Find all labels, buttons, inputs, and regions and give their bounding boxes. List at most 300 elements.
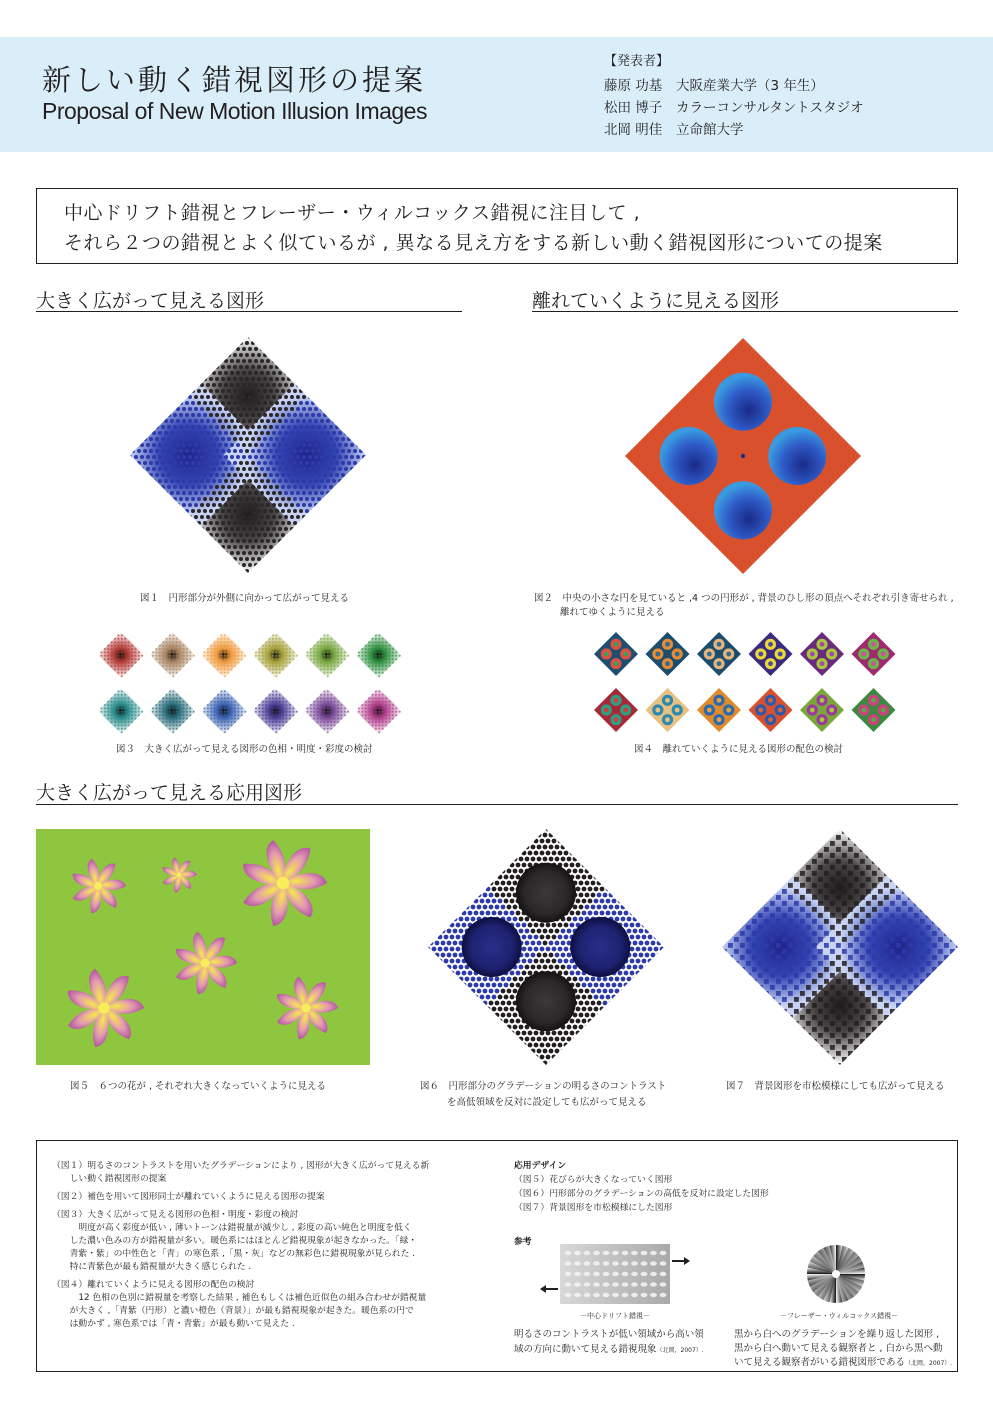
note-line: 特に青紫色が最も錯視量が大きく感じられた . — [52, 1262, 252, 1272]
pattern-dot — [251, 377, 255, 381]
pattern-dot — [362, 371, 366, 375]
pattern-dot — [131, 485, 135, 489]
pattern-dot — [245, 557, 249, 561]
pattern-dot — [146, 335, 150, 339]
pattern-dot — [248, 431, 252, 435]
pattern-dot — [179, 365, 183, 369]
pattern-dot — [356, 383, 360, 387]
pattern-dot — [164, 503, 168, 507]
pattern-dot — [167, 509, 171, 513]
pattern-dot — [359, 485, 363, 489]
pattern-dot — [221, 377, 225, 381]
pattern-dot — [227, 533, 231, 537]
pattern-dot — [320, 563, 324, 567]
pattern-dot — [152, 563, 156, 567]
pattern-dot — [341, 485, 345, 489]
pattern-dot — [260, 479, 264, 483]
pattern-dot — [296, 551, 300, 555]
pattern-dot — [176, 491, 180, 495]
pattern-dot — [140, 383, 144, 387]
pattern-dot — [317, 473, 321, 477]
pattern-dot — [152, 515, 156, 519]
pattern-dot — [260, 383, 264, 387]
pattern-dot — [281, 413, 285, 417]
pattern-dot — [326, 395, 330, 399]
pattern-dot — [191, 401, 195, 405]
pattern-dot — [338, 359, 342, 363]
pattern-dot — [278, 467, 282, 471]
pattern-dot — [293, 557, 297, 561]
pattern-dot — [206, 515, 210, 519]
pattern-dot — [152, 335, 156, 339]
pattern-dot — [350, 491, 354, 495]
pattern-dot — [329, 485, 333, 489]
pattern-dot — [278, 383, 282, 387]
pattern-dot — [212, 383, 216, 387]
pattern-dot — [161, 545, 165, 549]
pattern-dot — [206, 347, 210, 351]
pattern-dot — [254, 515, 258, 519]
pattern-dot — [173, 557, 177, 561]
pattern-dot — [248, 395, 252, 399]
pattern-dot — [167, 449, 171, 453]
pattern-dot — [263, 473, 267, 477]
pattern-dot — [302, 419, 306, 423]
applied-note-1: （図５）花びらが大きくなっていく図形 — [514, 1175, 673, 1185]
pattern-dot — [260, 347, 264, 351]
pattern-dot — [179, 473, 183, 477]
pattern-dot — [335, 353, 339, 357]
figure-4-color-study — [592, 630, 896, 740]
pattern-dot — [275, 353, 279, 357]
pattern-dot — [320, 395, 324, 399]
pattern-dot — [137, 533, 141, 537]
pattern-dot — [359, 509, 363, 513]
pattern-dot — [326, 335, 330, 339]
note-line: （図４）離れていくように見える図形の配色の検討 — [52, 1280, 255, 1290]
pattern-dot — [266, 539, 270, 543]
pattern-dot — [251, 353, 255, 357]
pattern-dot — [203, 413, 207, 417]
pattern-dot — [299, 449, 303, 453]
pattern-dot — [179, 449, 183, 453]
pattern-dot — [215, 521, 219, 525]
pattern-dot — [293, 509, 297, 513]
pattern-dot — [341, 341, 345, 345]
pattern-dot — [284, 335, 288, 339]
pattern-dot — [362, 503, 366, 507]
pattern-dot — [206, 443, 210, 447]
pattern-dot — [200, 335, 204, 339]
pattern-dot — [353, 473, 357, 477]
pattern-dot — [332, 455, 336, 459]
pattern-dot — [317, 437, 321, 441]
pattern-dot — [173, 461, 177, 465]
pattern-dot — [137, 353, 141, 357]
pattern-dot — [299, 461, 303, 465]
pattern-dot — [305, 353, 309, 357]
pattern-dot — [278, 431, 282, 435]
pattern-dot — [272, 515, 276, 519]
pattern-dot — [353, 425, 357, 429]
color-swatch-diamond — [253, 688, 299, 734]
pattern-dot — [167, 389, 171, 393]
pattern-dot — [326, 491, 330, 495]
pattern-dot — [146, 407, 150, 411]
pattern-dot — [302, 431, 306, 435]
pattern-dot — [290, 491, 294, 495]
pattern-dot — [239, 485, 243, 489]
pattern-dot — [275, 377, 279, 381]
pattern-dot — [326, 551, 330, 555]
pattern-dot — [230, 527, 234, 531]
pattern-dot — [140, 371, 144, 375]
pattern-dot — [260, 527, 264, 531]
pattern-dot — [194, 431, 198, 435]
pattern-dot — [203, 569, 207, 573]
pattern-dot — [221, 545, 225, 549]
pattern-dot — [350, 479, 354, 483]
pattern-dot — [185, 389, 189, 393]
pattern-dot — [197, 569, 201, 573]
pattern-dot — [206, 563, 210, 567]
pattern-dot — [338, 467, 342, 471]
pattern-dot — [137, 485, 141, 489]
pattern-dot — [281, 401, 285, 405]
pattern-dot — [245, 473, 249, 477]
pattern-dot — [155, 365, 159, 369]
pattern-dot — [311, 473, 315, 477]
pattern-dot — [212, 467, 216, 471]
pattern-dot — [227, 401, 231, 405]
pattern-dot — [230, 419, 234, 423]
pattern-dot — [332, 443, 336, 447]
pattern-dot — [269, 341, 273, 345]
caption-fig2-line1: 図２ 中央の小さな円を見ていると ,4 つの円形が , 背景のひし形の頂点へそれぞれ引き寄せられ , — [534, 593, 954, 604]
pattern-dot — [161, 521, 165, 525]
pattern-dot — [305, 545, 309, 549]
pattern-dot — [191, 569, 195, 573]
pattern-dot — [236, 527, 240, 531]
pattern-dot — [212, 335, 216, 339]
pattern-dot — [218, 395, 222, 399]
pattern-dot — [254, 467, 258, 471]
pattern-dot — [266, 383, 270, 387]
pattern-dot — [212, 515, 216, 519]
pattern-dot — [224, 395, 228, 399]
note-line: しい動く錯視図形の提案 — [52, 1174, 167, 1184]
pattern-dot — [284, 551, 288, 555]
pattern-dot — [191, 509, 195, 513]
pattern-dot — [299, 533, 303, 537]
pattern-dot — [176, 431, 180, 435]
pattern-dot — [296, 359, 300, 363]
pattern-dot — [239, 413, 243, 417]
pattern-dot — [257, 365, 261, 369]
pattern-dot — [263, 365, 267, 369]
pattern-dot — [296, 431, 300, 435]
pattern-dot — [347, 353, 351, 357]
pattern-dot — [233, 341, 237, 345]
pattern-dot — [248, 563, 252, 567]
pattern-dot — [161, 437, 165, 441]
pattern-dot — [209, 401, 213, 405]
pattern-dot — [293, 521, 297, 525]
pattern-dot — [251, 449, 255, 453]
pattern-dot — [329, 557, 333, 561]
pattern-dot — [317, 449, 321, 453]
pattern-dot — [143, 425, 147, 429]
pattern-dot — [344, 395, 348, 399]
pattern-dot — [242, 431, 246, 435]
pattern-dot — [308, 347, 312, 351]
pattern-dot — [197, 485, 201, 489]
pattern-dot — [254, 347, 258, 351]
pattern-dot — [350, 503, 354, 507]
pattern-dot — [143, 533, 147, 537]
pattern-dot — [140, 539, 144, 543]
pattern-dot — [239, 497, 243, 501]
pattern-dot — [326, 539, 330, 543]
pattern-dot — [245, 485, 249, 489]
pattern-dot — [332, 359, 336, 363]
pattern-dot — [227, 449, 231, 453]
pattern-dot — [194, 503, 198, 507]
pattern-dot — [254, 407, 258, 411]
section-rule — [36, 804, 958, 805]
pattern-dot — [128, 371, 132, 375]
pattern-dot — [341, 401, 345, 405]
pattern-dot — [287, 497, 291, 501]
pattern-dot — [185, 353, 189, 357]
pattern-dot — [203, 545, 207, 549]
pattern-dot — [200, 455, 204, 459]
pattern-dot — [326, 407, 330, 411]
pattern-dot — [260, 371, 264, 375]
pattern-dot — [302, 335, 306, 339]
pattern-dot — [209, 521, 213, 525]
pattern-dot — [173, 401, 177, 405]
pattern-dot — [287, 437, 291, 441]
pattern-dot — [218, 455, 222, 459]
pattern-dot — [281, 521, 285, 525]
center-fixation-dot — [741, 454, 745, 458]
pattern-dot — [242, 371, 246, 375]
pattern-dot — [317, 509, 321, 513]
pattern-dot — [251, 521, 255, 525]
pattern-dot — [152, 455, 156, 459]
pattern-dot — [227, 413, 231, 417]
pattern-dot — [221, 533, 225, 537]
ref2-label: －フレーザー・ウィルコックス錯視－ — [780, 1312, 899, 1320]
pattern-dot — [335, 569, 339, 573]
pattern-dot — [302, 467, 306, 471]
pattern-dot — [191, 485, 195, 489]
pattern-dot — [140, 551, 144, 555]
pattern-dot — [194, 359, 198, 363]
pattern-dot — [164, 479, 168, 483]
pattern-dot — [239, 569, 243, 573]
pattern-dot — [176, 371, 180, 375]
pattern-dot — [335, 485, 339, 489]
pattern-dot — [185, 545, 189, 549]
pattern-dot — [275, 413, 279, 417]
pattern-dot — [230, 515, 234, 519]
pattern-dot — [218, 527, 222, 531]
pattern-dot — [344, 371, 348, 375]
pattern-dot — [350, 563, 354, 567]
pattern-dot — [260, 419, 264, 423]
pattern-dot — [341, 365, 345, 369]
pattern-dot — [302, 347, 306, 351]
pattern-dot — [317, 389, 321, 393]
pattern-dot — [158, 503, 162, 507]
pattern-dot — [245, 461, 249, 465]
pattern-dot — [224, 515, 228, 519]
pattern-dot — [182, 407, 186, 411]
pattern-dot — [209, 449, 213, 453]
pattern-dot — [260, 455, 264, 459]
pattern-dot — [341, 569, 345, 573]
pattern-dot — [134, 455, 138, 459]
pattern-dot — [263, 413, 267, 417]
pattern-dot — [227, 485, 231, 489]
pattern-dot — [338, 395, 342, 399]
pattern-dot — [296, 515, 300, 519]
pattern-dot — [329, 425, 333, 429]
pattern-dot — [299, 377, 303, 381]
pattern-dot — [344, 491, 348, 495]
pattern-dot — [257, 425, 261, 429]
pattern-dot — [173, 509, 177, 513]
pattern-dot — [170, 335, 174, 339]
pattern-dot — [311, 449, 315, 453]
pattern-dot — [323, 341, 327, 345]
pattern-dot — [221, 401, 225, 405]
pattern-dot — [158, 527, 162, 531]
pattern-dot — [143, 341, 147, 345]
pattern-dot — [200, 347, 204, 351]
pattern-dot — [308, 479, 312, 483]
pattern-dot — [185, 377, 189, 381]
pattern-dot — [185, 341, 189, 345]
pattern-dot — [182, 467, 186, 471]
pattern-dot — [218, 371, 222, 375]
pattern-dot — [194, 491, 198, 495]
pattern-dot — [206, 539, 210, 543]
pattern-dot — [218, 467, 222, 471]
pattern-dot — [167, 437, 171, 441]
pattern-dot — [311, 545, 315, 549]
pattern-dot — [128, 383, 132, 387]
pattern-dot — [344, 503, 348, 507]
pattern-dot — [182, 443, 186, 447]
pattern-dot — [260, 503, 264, 507]
pattern-dot — [347, 377, 351, 381]
pattern-dot — [290, 335, 294, 339]
pattern-dot — [149, 473, 153, 477]
pattern-dot — [140, 335, 144, 339]
pattern-dot — [128, 479, 132, 483]
pattern-dot — [305, 377, 309, 381]
pattern-dot — [140, 419, 144, 423]
pattern-dot — [224, 479, 228, 483]
pattern-dot — [311, 461, 315, 465]
pattern-dot — [305, 341, 309, 345]
gradient-disc — [516, 971, 576, 1031]
pattern-dot — [182, 371, 186, 375]
pattern-dot — [356, 395, 360, 399]
pattern-dot — [296, 455, 300, 459]
pattern-dot — [344, 443, 348, 447]
pattern-dot — [191, 545, 195, 549]
pattern-dot — [269, 497, 273, 501]
pattern-dot — [269, 449, 273, 453]
pattern-dot — [230, 335, 234, 339]
pattern-dot — [188, 419, 192, 423]
pattern-dot — [230, 503, 234, 507]
pattern-dot — [185, 569, 189, 573]
pattern-dot — [272, 395, 276, 399]
pattern-dot — [191, 473, 195, 477]
pattern-dot — [254, 335, 258, 339]
pattern-dot — [239, 473, 243, 477]
pattern-dot — [158, 359, 162, 363]
pattern-dot — [233, 569, 237, 573]
pattern-dot — [332, 563, 336, 567]
pattern-dot — [236, 551, 240, 555]
pattern-dot — [251, 569, 255, 573]
pattern-dot — [188, 563, 192, 567]
pattern-dot — [131, 509, 135, 513]
pattern-dot — [176, 467, 180, 471]
caption-fig4: 図４ 離れていくように見える図形の配色の検討 — [634, 744, 844, 755]
pattern-dot — [203, 341, 207, 345]
pattern-dot — [302, 383, 306, 387]
pattern-dot — [152, 503, 156, 507]
pattern-dot — [218, 335, 222, 339]
pattern-dot — [167, 521, 171, 525]
pattern-dot — [227, 353, 231, 357]
pattern-dot — [278, 443, 282, 447]
pattern-dot — [266, 443, 270, 447]
pattern-dot — [308, 335, 312, 339]
pattern-dot — [317, 365, 321, 369]
pattern-dot — [164, 407, 168, 411]
pattern-dot — [290, 515, 294, 519]
pattern-dot — [314, 359, 318, 363]
pattern-dot — [209, 497, 213, 501]
pattern-dot — [341, 437, 345, 441]
pattern-dot — [206, 503, 210, 507]
pattern-dot — [293, 377, 297, 381]
pattern-dot — [254, 443, 258, 447]
pattern-dot — [290, 383, 294, 387]
pattern-dot — [335, 437, 339, 441]
pattern-dot — [347, 533, 351, 537]
pattern-dot — [167, 557, 171, 561]
pattern-dot — [344, 419, 348, 423]
pattern-dot — [329, 389, 333, 393]
pattern-dot — [164, 443, 168, 447]
pattern-dot — [230, 407, 234, 411]
color-swatch-diamond — [594, 632, 638, 676]
pattern-dot — [347, 341, 351, 345]
pattern-dot — [194, 527, 198, 531]
section-title-separate: 離れていくように見える図形 — [532, 290, 780, 312]
pattern-dot — [362, 431, 366, 435]
pattern-dot — [314, 515, 318, 519]
